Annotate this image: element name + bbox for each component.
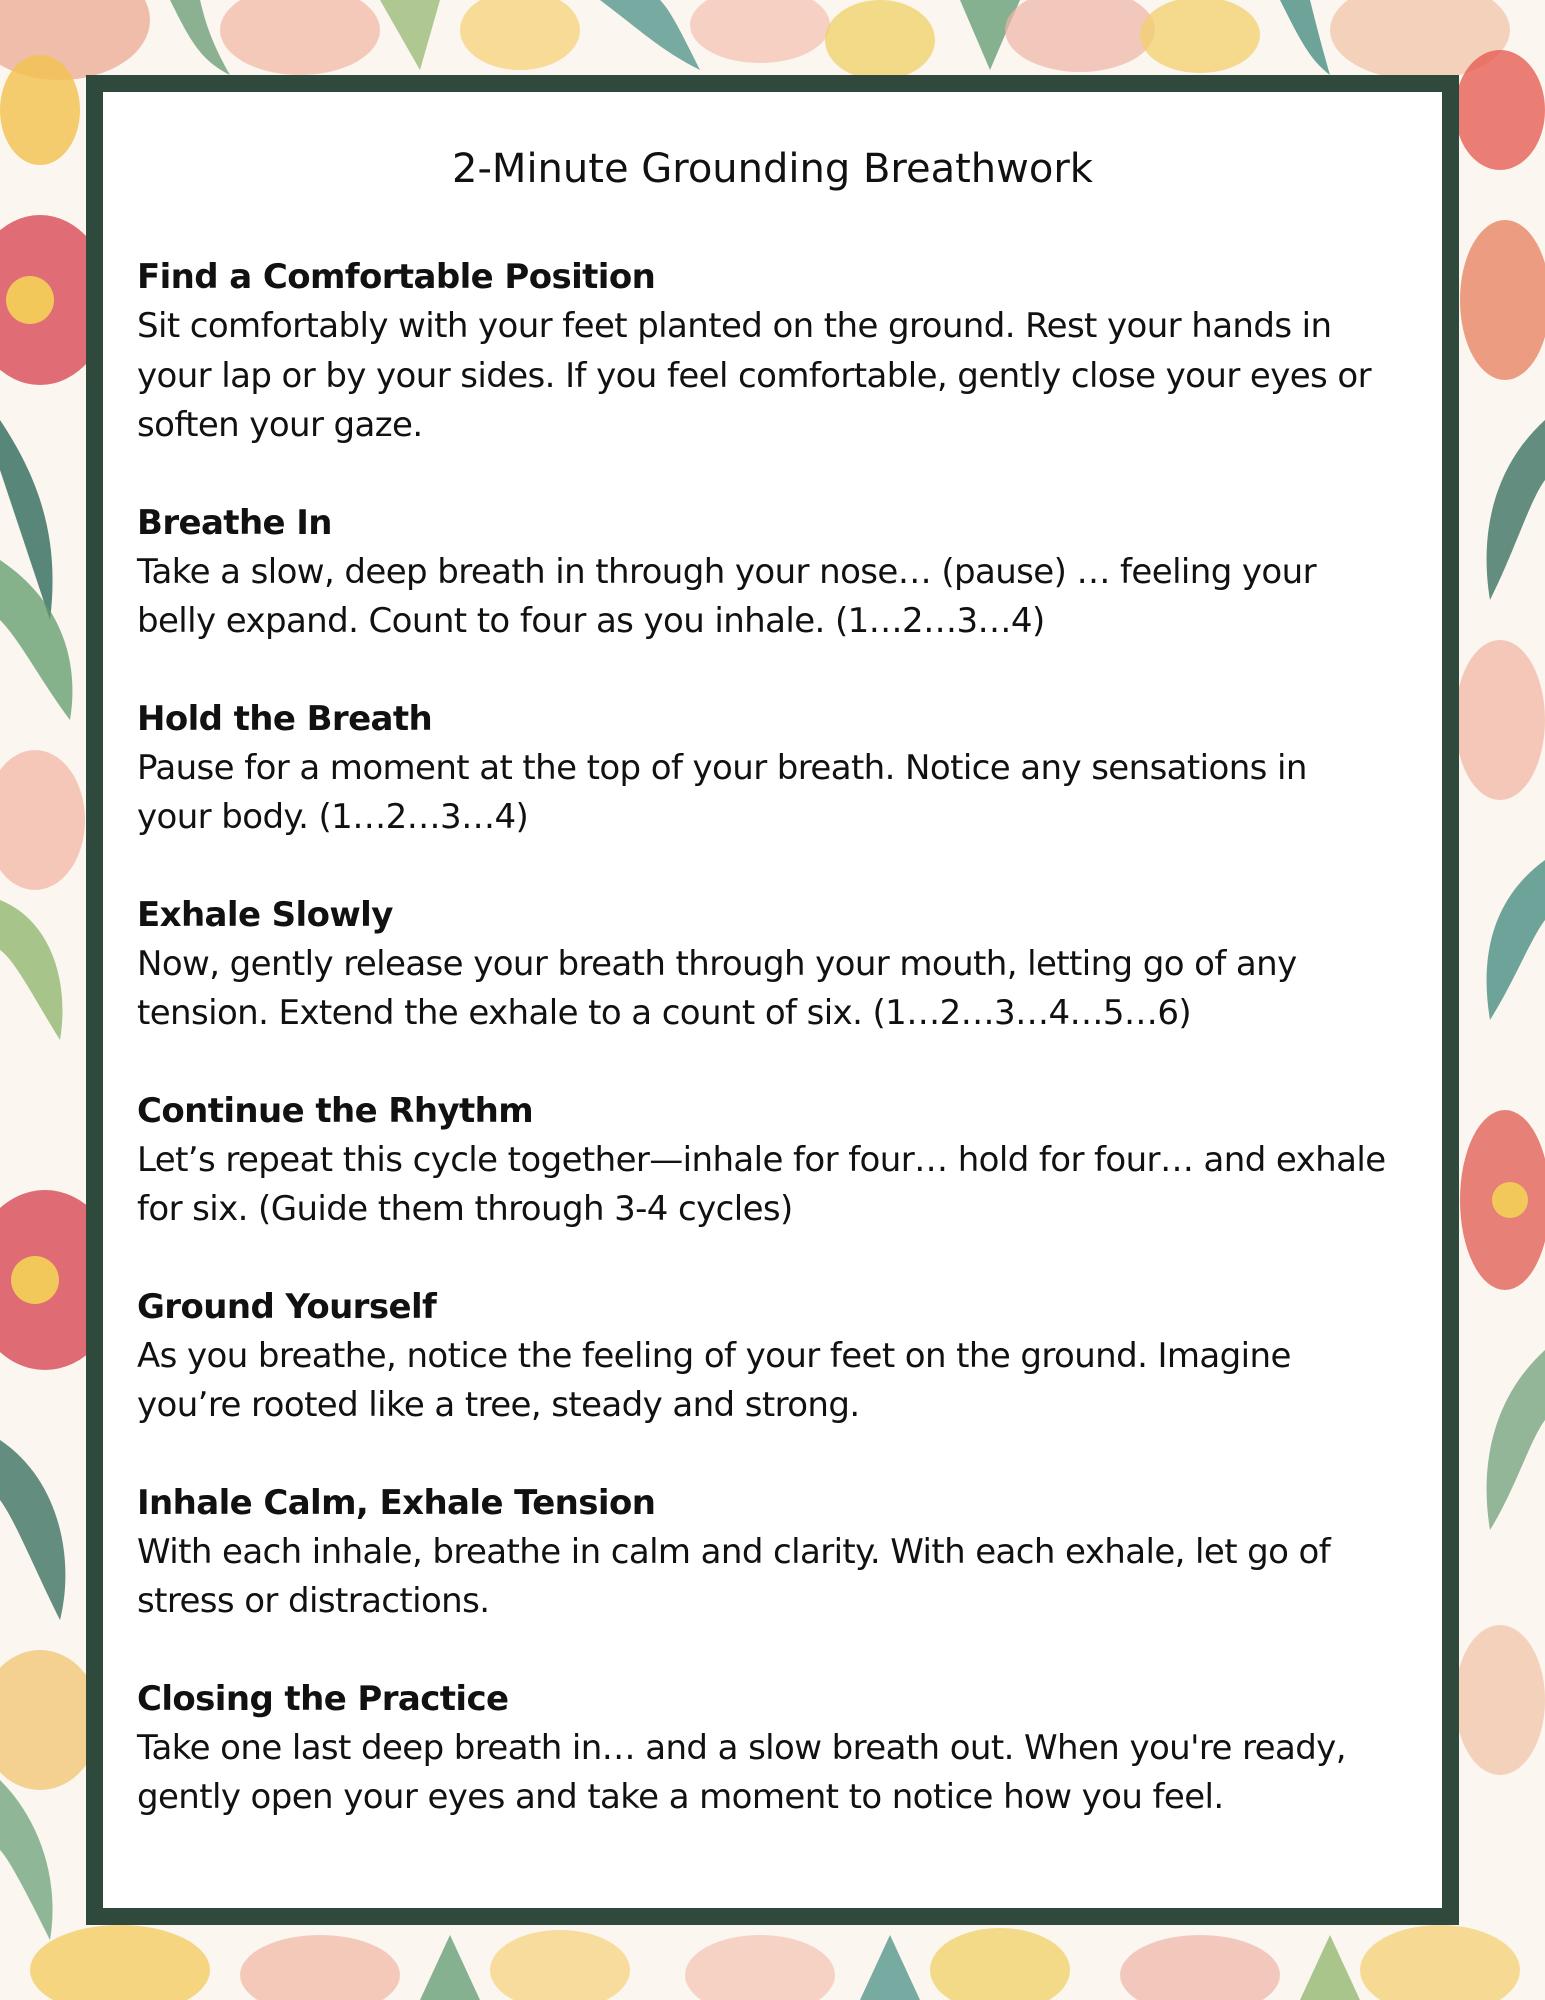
section-continue-rhythm — [137, 1086, 1437, 1235]
section-text: As you breathe, notice the feeling of your feet on the ground. Imagine you’re rooted like a tree, steady and strong. — [137, 1335, 1291, 1425]
section-heading: Ground Yourself — [137, 1286, 437, 1327]
section-hold-breath — [137, 694, 1437, 843]
section-text: Now, gently release your breath through your mouth, letting go of any tension. Extend the exhale to a count of six. (1…2…3…4…5…6) — [137, 943, 1297, 1033]
section-breathe-in — [137, 498, 1437, 647]
section-heading: Breathe In — [137, 502, 332, 543]
section-closing-practice — [137, 1674, 1437, 1823]
section-heading: Hold the Breath — [137, 698, 433, 739]
breathwork-card — [86, 75, 1459, 1925]
section-exhale-slowly — [137, 890, 1437, 1039]
section-heading: Closing the Practice — [137, 1678, 509, 1719]
section-text: Take a slow, deep breath in through your nose… (pause) … feeling your belly expand. Count to four as you inhale. (1…2…3…4) — [137, 551, 1316, 641]
section-text: Take one last deep breath in… and a slow breath out. When you're ready, gently open your eyes and take a moment to notice how you feel. — [137, 1727, 1346, 1817]
section-heading: Continue the Rhythm — [137, 1090, 534, 1131]
section-find-position — [137, 252, 1437, 451]
sections-list — [137, 252, 1437, 1870]
section-text: Sit comfortably with your feet planted on the ground. Rest your hands in your lap or by your sides. If you feel comfortable, gently close your eyes or soften your gaze. — [137, 306, 1371, 445]
section-inhale-calm — [137, 1478, 1437, 1627]
section-heading: Exhale Slowly — [137, 894, 393, 935]
section-text: Let’s repeat this cycle together—inhale for four… hold for four… and exhale for six. (Guide them through 3-4 cycles) — [137, 1139, 1386, 1229]
section-text: Pause for a moment at the top of your breath. Notice any sensations in your body. (1…2…3…4) — [137, 747, 1307, 837]
section-heading: Find a Comfortable Position — [137, 257, 656, 297]
section-text: With each inhale, breathe in calm and clarity. With each exhale, let go of stress or distractions. — [137, 1531, 1331, 1621]
page-title: 2-Minute Grounding Breathwork — [452, 146, 1093, 192]
section-ground-yourself — [137, 1282, 1437, 1431]
section-heading: Inhale Calm, Exhale Tension — [137, 1482, 656, 1523]
